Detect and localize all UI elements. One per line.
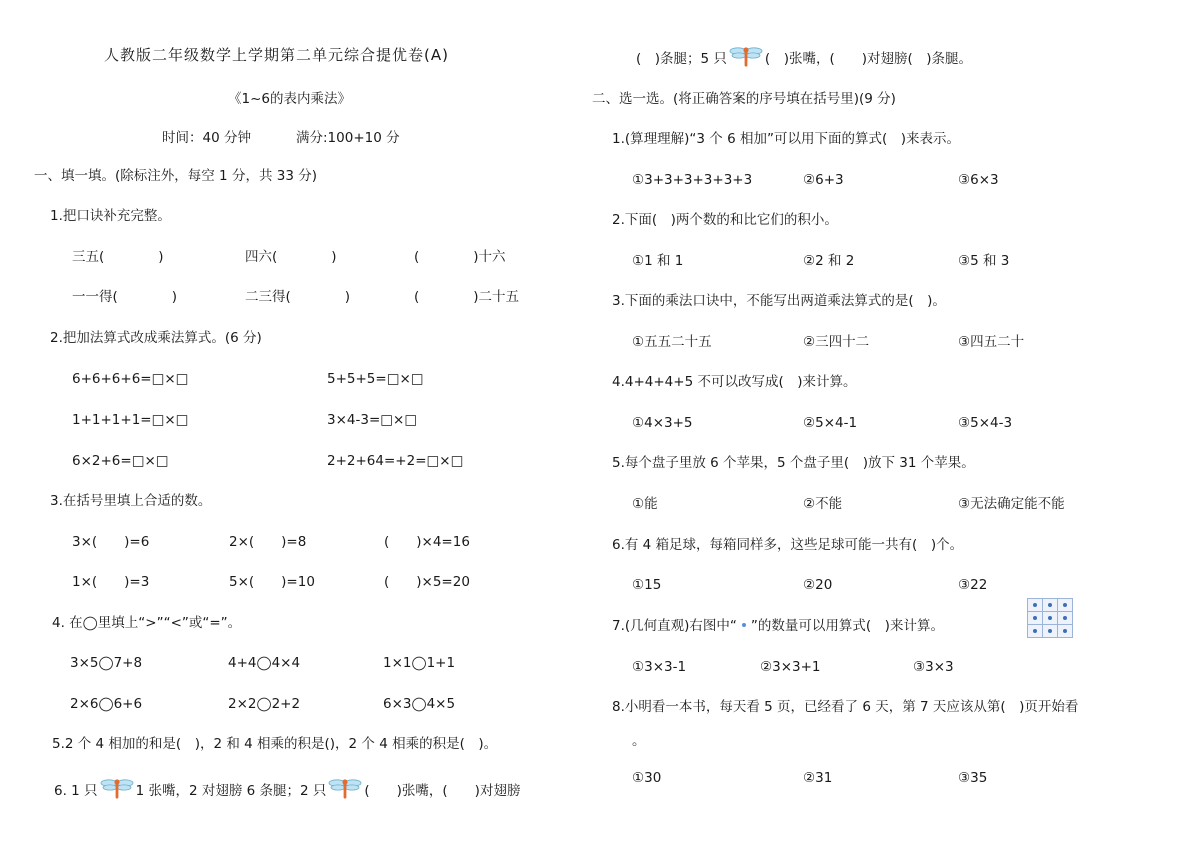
q1-5-text: 5.2 个 4 相加的和是( )，2 和 4 相乘的积是()，2 个 4 相乘的积是( )。	[52, 736, 498, 752]
q2-3-opt3[interactable]: ③四五二十	[958, 334, 1025, 350]
q1-3-r1-c1[interactable]: 3×( )=6	[72, 534, 150, 550]
q2-7-text-b: ”的数量可以用算式( )来计算。	[750, 618, 944, 634]
q2-1-opt1[interactable]: ①3+3+3+3+3+3	[632, 172, 753, 188]
q2-6-opt3[interactable]: ③22	[958, 577, 988, 593]
q1-4-r1-c3[interactable]: 1×1◯1+1	[383, 655, 456, 671]
q2-6-opt1[interactable]: ①15	[632, 577, 662, 593]
q1-1-r2-c1[interactable]: 一一得( )	[72, 289, 178, 305]
q1-3-text: 3.在括号里填上合适的数。	[50, 493, 212, 509]
page-title: 人教版二年级数学上学期第二单元综合提优卷(A)	[104, 46, 449, 64]
dragonfly-icon	[729, 46, 763, 73]
q1-4-r1-c1[interactable]: 3×5◯7+8	[70, 655, 143, 671]
q1-4-r2-c3[interactable]: 6×3◯4×5	[383, 696, 456, 712]
q1-6-part3[interactable]: ( )张嘴，( )对翅膀	[364, 783, 521, 799]
q1-4-text: 4. 在◯里填上“>”“<”或“=”。	[52, 615, 242, 631]
q1-1-text: 1.把口诀补充完整。	[50, 208, 171, 224]
q2-8-text-cont: 。	[632, 733, 646, 749]
q1-4-r1-c2[interactable]: 4+4◯4×4	[228, 655, 301, 671]
q1-3-r2-c2[interactable]: 5×( )=10	[229, 574, 315, 590]
q1-6-line	[54, 778, 520, 805]
q1-2-r3-c1[interactable]: 6×2+6=□×□	[72, 453, 169, 469]
q1-2-r2-c1[interactable]: 1+1+1+1=□×□	[72, 412, 189, 428]
q2-4-opt2[interactable]: ②5×4-1	[803, 415, 858, 431]
exam-time: 时间：40 分钟	[162, 130, 251, 146]
q2-6-opt2[interactable]: ②20	[803, 577, 833, 593]
dragonfly-svg	[729, 46, 763, 68]
page-subtitle: 《1~6的表内乘法》	[228, 91, 351, 107]
q1-6-part2: 1 张嘴，2 对翅膀 6 条腿；2 只	[135, 783, 327, 799]
q2-5-opt3[interactable]: ③无法确定能不能	[958, 496, 1065, 512]
q1-3-r2-c1[interactable]: 1×( )=3	[72, 574, 150, 590]
q2-1-opt2[interactable]: ②6+3	[803, 172, 844, 188]
q2-7-opt1[interactable]: ①3×3-1	[632, 659, 687, 675]
q2-3-opt2[interactable]: ②三四十二	[803, 334, 870, 350]
q2-8-opt2[interactable]: ②31	[803, 770, 833, 786]
q1-2-r1-c2[interactable]: 5+5+5=□×□	[327, 371, 424, 387]
q1-6-part1: 6. 1 只	[54, 783, 98, 799]
q1-1-r1-c2[interactable]: 四六( )	[245, 249, 337, 265]
q2-2-text: 2.下面( )两个数的和比它们的积小。	[612, 212, 838, 228]
q2-1-opt3[interactable]: ③6×3	[958, 172, 999, 188]
section1-heading: 一、填一填。(除标注外，每空 1 分，共 33 分)	[34, 168, 317, 184]
q2-5-text: 5.每个盘子里放 6 个苹果，5 个盘子里( )放下 31 个苹果。	[612, 455, 975, 471]
section2-heading: 二、选一选。(将正确答案的序号填在括号里)(9 分)	[592, 91, 896, 107]
q1-6-cont-part1[interactable]: ( )条腿；5 只	[636, 51, 727, 67]
q1-6-continued	[636, 46, 972, 73]
q2-2-opt3[interactable]: ③5 和 3	[958, 253, 1010, 269]
q2-7-opt2[interactable]: ②3×3+1	[760, 659, 821, 675]
exam-score: 满分:100+10 分	[296, 130, 400, 146]
q1-2-r1-c1[interactable]: 6+6+6+6=□×□	[72, 371, 189, 387]
q2-8-opt1[interactable]: ①30	[632, 770, 662, 786]
q1-2-text: 2.把加法算式改成乘法算式。(6 分)	[50, 330, 262, 346]
q1-1-r2-c3[interactable]: ( )二十五	[414, 289, 520, 305]
q1-4-r2-c2[interactable]: 2×2◯2+2	[228, 696, 301, 712]
q1-3-r1-c2[interactable]: 2×( )=8	[229, 534, 307, 550]
q1-3-r1-c3[interactable]: ( )×4=16	[384, 534, 470, 550]
q2-5-opt2[interactable]: ②不能	[803, 496, 843, 512]
q2-1-text: 1.(算理理解)“3 个 6 相加”可以用下面的算式( )来表示。	[612, 131, 960, 147]
q1-2-r3-c2[interactable]: 2+2+64=+2=□×□	[327, 453, 464, 469]
dragonfly-icon	[100, 778, 134, 805]
q2-7-text	[612, 617, 944, 635]
q2-7-opt3[interactable]: ③3×3	[913, 659, 954, 675]
dragonfly-svg	[100, 778, 134, 800]
q2-4-opt3[interactable]: ③5×4-3	[958, 415, 1013, 431]
q2-6-text: 6.有 4 箱足球，每箱同样多，这些足球可能一共有( )个。	[612, 537, 964, 553]
q1-1-r1-c1[interactable]: 三五( )	[72, 249, 164, 265]
q1-1-r2-c2[interactable]: 二三得( )	[245, 289, 351, 305]
dot-grid-figure	[1027, 598, 1073, 638]
dot-icon	[737, 620, 751, 630]
q1-1-r1-c3[interactable]: ( )十六	[414, 249, 506, 265]
q2-4-opt1[interactable]: ①4×3+5	[632, 415, 693, 431]
q1-4-r2-c1[interactable]: 2×6◯6+6	[70, 696, 143, 712]
q2-2-opt1[interactable]: ①1 和 1	[632, 253, 684, 269]
q2-5-opt1[interactable]: ①能	[632, 496, 658, 512]
q2-3-opt1[interactable]: ①五五二十五	[632, 334, 712, 350]
q1-3-r2-c3[interactable]: ( )×5=20	[384, 574, 470, 590]
q2-4-text: 4.4+4+4+5 不可以改写成( )来计算。	[612, 374, 857, 390]
q2-2-opt2[interactable]: ②2 和 2	[803, 253, 855, 269]
q2-3-text: 3.下面的乘法口诀中，不能写出两道乘法算式的是( )。	[612, 293, 946, 309]
q2-8-text: 8.小明看一本书，每天看 5 页，已经看了 6 天，第 7 天应该从第( )页开始看	[612, 699, 1079, 715]
dragonfly-svg	[328, 778, 362, 800]
dragonfly-icon	[328, 778, 362, 805]
q2-8-opt3[interactable]: ③35	[958, 770, 988, 786]
q1-6-cont-part2[interactable]: ( )张嘴，( )对翅膀( )条腿。	[764, 51, 973, 67]
q1-2-r2-c2[interactable]: 3×4-3=□×□	[327, 412, 418, 428]
q2-7-text-a: 7.(几何直观)右图中“	[612, 618, 737, 634]
